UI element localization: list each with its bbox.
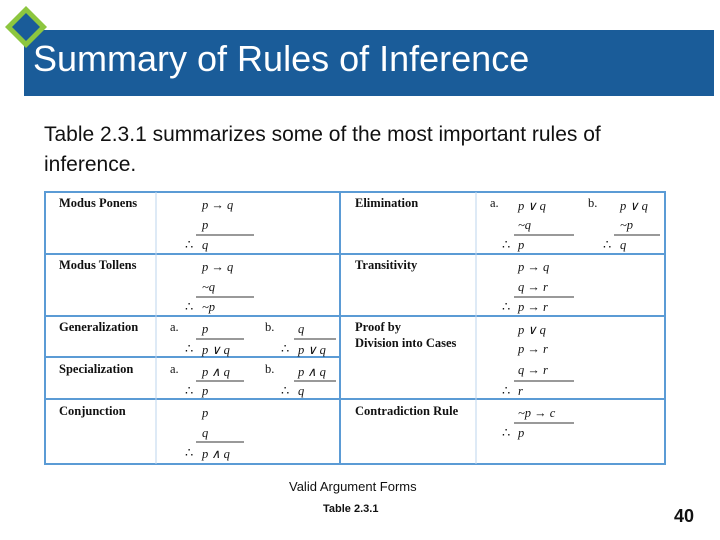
- therefore-symbol: ∴: [603, 237, 612, 252]
- rule-contradiction: Contradiction Rule: [355, 404, 459, 418]
- formula: p ∨ q: [298, 343, 326, 357]
- formula: ~q: [518, 218, 532, 232]
- formula: p → q: [202, 198, 234, 212]
- formula: p ∧ q: [202, 365, 230, 379]
- table-label: Table 2.3.1: [323, 503, 379, 515]
- formula: p ∧ q: [298, 365, 326, 379]
- case-label: b.: [265, 320, 275, 334]
- formula: p ∨ q: [518, 199, 546, 213]
- case-label: b.: [265, 362, 275, 376]
- therefore-symbol: ∴: [502, 383, 511, 398]
- formula: p ∨ q: [518, 323, 546, 337]
- case-label: b.: [588, 196, 598, 210]
- rules-table: [44, 191, 666, 465]
- case-label: a.: [170, 362, 179, 376]
- case-label: a.: [490, 196, 499, 210]
- formula: ~p: [202, 300, 216, 314]
- formula: p: [518, 238, 525, 252]
- formula: p ∨ q: [620, 199, 648, 213]
- formula: ~q: [202, 280, 216, 294]
- formula: q: [202, 426, 209, 440]
- rule-modus-ponens: Modus Ponens: [59, 196, 138, 210]
- therefore-symbol: ∴: [281, 341, 290, 356]
- formula: q: [620, 238, 627, 252]
- formula: ~p → c: [518, 406, 556, 420]
- formula: p → r: [518, 300, 548, 314]
- therefore-symbol: ∴: [185, 299, 194, 314]
- formula: p ∨ q: [202, 343, 230, 357]
- formula: q: [298, 384, 305, 398]
- therefore-symbol: ∴: [185, 445, 194, 460]
- formula: p → q: [518, 260, 550, 274]
- rule-conjunction: Conjunction: [59, 404, 126, 418]
- therefore-symbol: ∴: [502, 299, 511, 314]
- formula: p: [202, 218, 209, 232]
- therefore-symbol: ∴: [185, 383, 194, 398]
- formula: q: [202, 238, 209, 252]
- therefore-symbol: ∴: [185, 341, 194, 356]
- rule-modus-tollens: Modus Tollens: [59, 258, 137, 272]
- rule-specialization: Specialization: [59, 362, 134, 376]
- therefore-symbol: ∴: [281, 383, 290, 398]
- rule-proof-by-cases: Proof by: [355, 320, 401, 334]
- intro-text: Table 2.3.1 summarizes some of the most important rules of inference.: [44, 123, 601, 176]
- formula: p → r: [518, 342, 548, 356]
- formula: p: [518, 426, 525, 440]
- formula: ~p: [620, 218, 634, 232]
- therefore-symbol: ∴: [502, 425, 511, 440]
- rule-generalization: Generalization: [59, 320, 139, 334]
- therefore-symbol: ∴: [185, 237, 194, 252]
- case-label: a.: [170, 320, 179, 334]
- formula: p: [202, 406, 209, 420]
- formula: p: [202, 322, 209, 336]
- formula: q → r: [518, 280, 548, 294]
- rule-elimination: Elimination: [355, 196, 419, 210]
- formula: r: [518, 384, 523, 398]
- table-caption: Valid Argument Forms: [289, 479, 417, 494]
- formula: p: [202, 384, 209, 398]
- rule-transitivity: Transitivity: [355, 258, 418, 272]
- formula: q: [298, 322, 305, 336]
- slide-title: Summary of Rules of Inference: [33, 38, 530, 79]
- formula: q → r: [518, 363, 548, 377]
- rule-proof-by-cases-line2: Division into Cases: [355, 336, 457, 350]
- page-number: 40: [674, 506, 695, 526]
- therefore-symbol: ∴: [502, 237, 511, 252]
- formula: p ∧ q: [202, 447, 230, 461]
- formula: p → q: [202, 260, 234, 274]
